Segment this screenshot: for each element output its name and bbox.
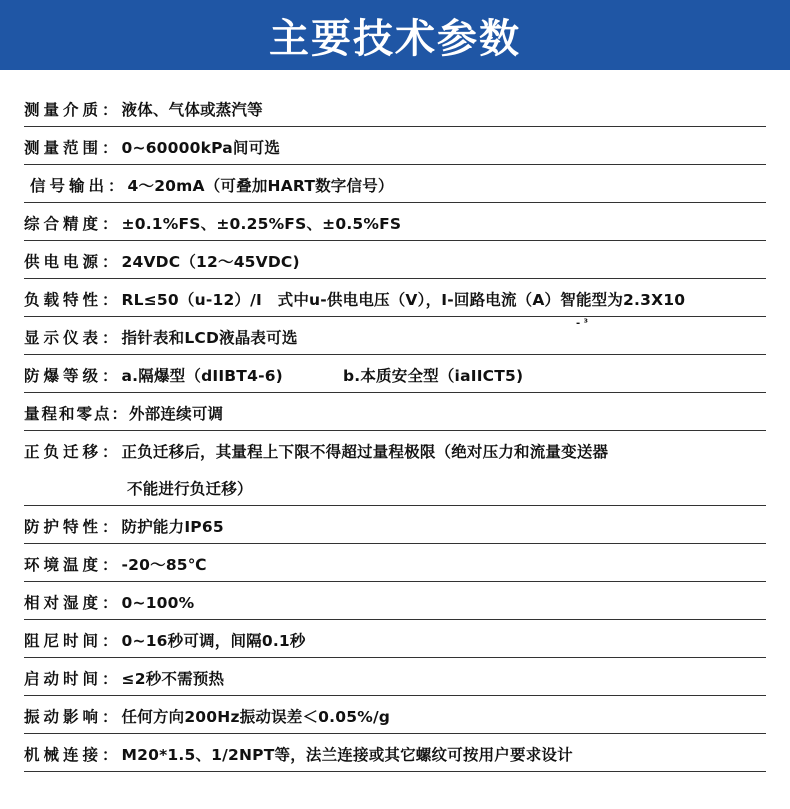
spec-row: [24, 203, 766, 241]
spec-row: [24, 696, 766, 734]
spec-value: 0~16秒可调，间隔0.1秒: [121, 632, 306, 650]
spec-value: ±0.1%FS、±0.25%FS、±0.5%FS: [121, 215, 402, 233]
spec-value: 4～20mA（可叠加HART数字信号）: [127, 177, 394, 195]
spec-value: 不能进行负迁移）: [127, 480, 253, 498]
spec-row: [24, 89, 766, 127]
spec-label: 负载特性：: [24, 291, 122, 309]
spec-value: 24VDC（12～45VDC): [121, 253, 300, 271]
superscript-note: - ³: [576, 318, 589, 329]
spec-value: -20～85℃: [121, 556, 207, 574]
page-title: 主要技术参数: [269, 15, 521, 62]
spec-row: [24, 317, 766, 355]
spec-value: RL≤50（u-12）/I 式中u-供电电压（V），I-回路电流（A）智能型为2.3X10: [121, 291, 686, 309]
spec-row: [24, 658, 766, 696]
spec-label: 测量介质：: [24, 101, 122, 119]
spec-row: [24, 734, 766, 772]
spec-value: ≤2秒不需预热: [121, 670, 225, 688]
spec-row: [24, 582, 766, 620]
spec-label: 环境温度：: [24, 556, 122, 574]
spec-label: 启动时间：: [24, 670, 122, 688]
spec-label: 量程和零点：: [24, 405, 130, 423]
spec-label: 相对湿度：: [24, 594, 122, 612]
spec-value: 外部连续可调: [129, 405, 224, 423]
spec-label: 信号输出：: [30, 177, 128, 195]
spec-value: M20*1.5、1/2NPT等，法兰连接或其它螺纹可按用户要求设计: [121, 746, 573, 764]
spec-value: 正负迁移后，其量程上下限不得超过量程极限（绝对压力和流量变送器: [121, 443, 609, 461]
spec-value: 任何方向200Hz振动误差＜0.05%/g: [121, 708, 391, 726]
spec-row: [24, 355, 766, 393]
spec-value: 0~100%: [121, 594, 195, 612]
spec-label: 供电电源：: [24, 253, 122, 271]
spec-row: [24, 544, 766, 582]
spec-label: 综合精度：: [24, 215, 122, 233]
spec-value: 0~60000kPa间可选: [121, 139, 281, 157]
spec-label: 正负迁移：: [24, 443, 122, 461]
header-banner: [0, 0, 790, 70]
spec-row: [24, 127, 766, 165]
spec-row: [24, 431, 766, 468]
spec-label: 阻尼时间：: [24, 632, 122, 650]
spec-row: [24, 620, 766, 658]
spec-value: a.隔爆型（dIIBT4-6): [121, 367, 283, 385]
spec-value: 防护能力IP65: [121, 518, 224, 536]
spec-row-continuation: [24, 468, 766, 506]
spec-label: 防护特性：: [24, 518, 122, 536]
spec-label: 测量范围：: [24, 139, 122, 157]
spec-row: [24, 279, 766, 317]
spec-value: 液体、气体或蒸汽等: [121, 101, 263, 119]
spec-value-secondary: b.本质安全型（iaIICT5): [342, 367, 524, 385]
spec-value: 指针表和LCD液晶表可选: [121, 329, 298, 347]
spec-label: 机械连接：: [24, 746, 122, 764]
spec-row: [24, 241, 766, 279]
spec-row: [24, 506, 766, 544]
spec-list: [24, 89, 766, 772]
spec-label: 振动影响：: [24, 708, 122, 726]
spec-row: [24, 165, 766, 203]
spec-row: [24, 393, 766, 431]
spec-label: 防爆等级：: [24, 367, 122, 385]
spec-label: 显示仪表：: [24, 329, 122, 347]
